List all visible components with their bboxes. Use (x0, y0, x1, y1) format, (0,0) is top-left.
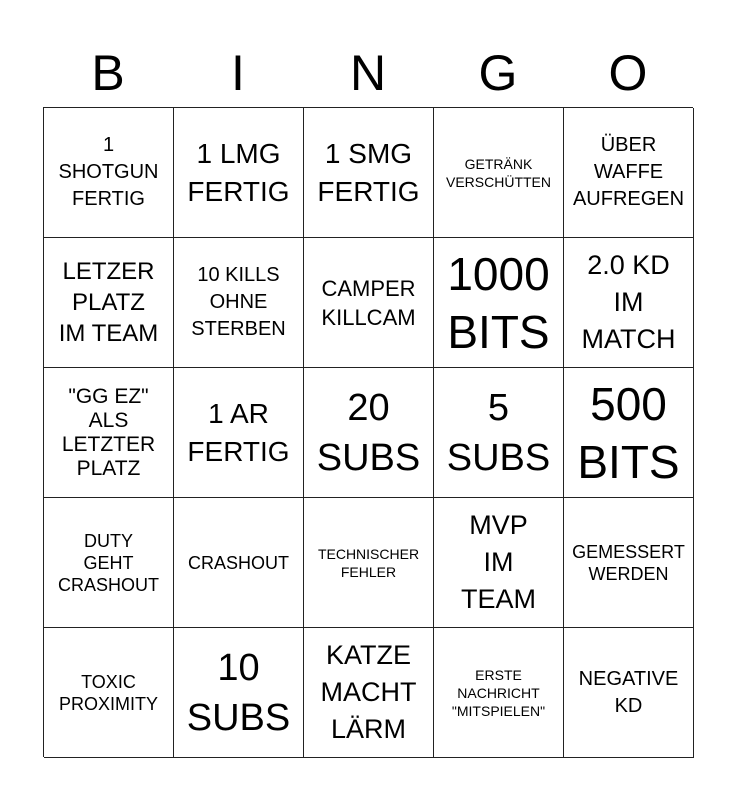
cell-text: 500 BITS (577, 377, 680, 488)
bingo-cell[interactable] (304, 238, 434, 368)
cell-text: 2.0 KD IM MATCH (581, 250, 676, 354)
cell-text: GEMESSERT WERDEN (572, 541, 685, 584)
bingo-cell[interactable] (44, 368, 174, 498)
bingo-cell[interactable] (174, 238, 304, 368)
bingo-cell[interactable] (564, 498, 694, 628)
bingo-cell[interactable] (174, 628, 304, 758)
cell-text: 1000 BITS (447, 247, 550, 358)
bingo-cell[interactable] (44, 628, 174, 758)
bingo-cell[interactable] (174, 108, 304, 238)
bingo-cell[interactable] (304, 628, 434, 758)
bingo-cell[interactable] (304, 368, 434, 498)
bingo-header (43, 40, 693, 106)
cell-text: 10 KILLS OHNE STERBEN (191, 264, 286, 340)
bingo-cell[interactable] (564, 628, 694, 758)
bingo-cell[interactable] (434, 628, 564, 758)
cell-text: TOXIC PROXIMITY (58, 671, 158, 714)
cell-text: "GG EZ" ALS LETZTER PLATZ (61, 384, 156, 480)
cell-text: LETZER PLATZ IM TEAM (58, 258, 159, 347)
cell-text: GETRÄNK VERSCHÜTTEN (445, 155, 551, 190)
bingo-cell[interactable] (44, 108, 174, 238)
bingo-cell[interactable] (304, 108, 434, 238)
cell-text: 10 SUBS (186, 646, 291, 739)
cell-text: NEGATIVE KD (578, 667, 679, 717)
bingo-cell[interactable] (434, 368, 564, 498)
cell-text: 5 SUBS (446, 386, 551, 479)
bingo-card (43, 107, 693, 757)
cell-text: DUTY GEHT CRASHOUT (57, 530, 159, 595)
cell-text: ÜBER WAFFE AUFREGEN (572, 134, 685, 210)
bingo-cell[interactable] (564, 368, 694, 498)
bingo-cell[interactable] (434, 238, 564, 368)
header-letter-b: B (91, 45, 125, 101)
cell-text: CAMPER KILLCAM (321, 275, 416, 330)
cell-text: ERSTE NACHRICHT "MITSPIELEN" (451, 666, 546, 719)
bingo-cell[interactable] (564, 108, 694, 238)
cell-text: KATZE MACHT LÄRM (320, 640, 417, 744)
cell-text: 20 SUBS (316, 386, 421, 479)
cell-text: 1 SHOTGUN FERTIG (58, 134, 159, 210)
bingo-cell[interactable] (434, 108, 564, 238)
header-letter-g: G (478, 45, 518, 101)
cell-text: 1 AR FERTIG (187, 397, 290, 467)
header-letter-o: O (608, 45, 648, 101)
bingo-cell[interactable] (44, 238, 174, 368)
bingo-cell[interactable] (174, 368, 304, 498)
bingo-cell[interactable] (174, 498, 304, 628)
cell-text: TECHNISCHER FEHLER (317, 545, 420, 580)
bingo-cell[interactable] (434, 498, 564, 628)
header-letter-n: N (349, 45, 387, 101)
cell-text: 1 SMG FERTIG (317, 137, 420, 207)
cell-text: CRASHOUT (187, 552, 289, 573)
bingo-cell[interactable] (304, 498, 434, 628)
cell-text: 1 LMG FERTIG (187, 137, 290, 207)
header-letter-i: I (231, 45, 245, 101)
cell-text: MVP IM TEAM (460, 510, 536, 614)
bingo-cell[interactable] (564, 238, 694, 368)
bingo-cell[interactable] (44, 498, 174, 628)
